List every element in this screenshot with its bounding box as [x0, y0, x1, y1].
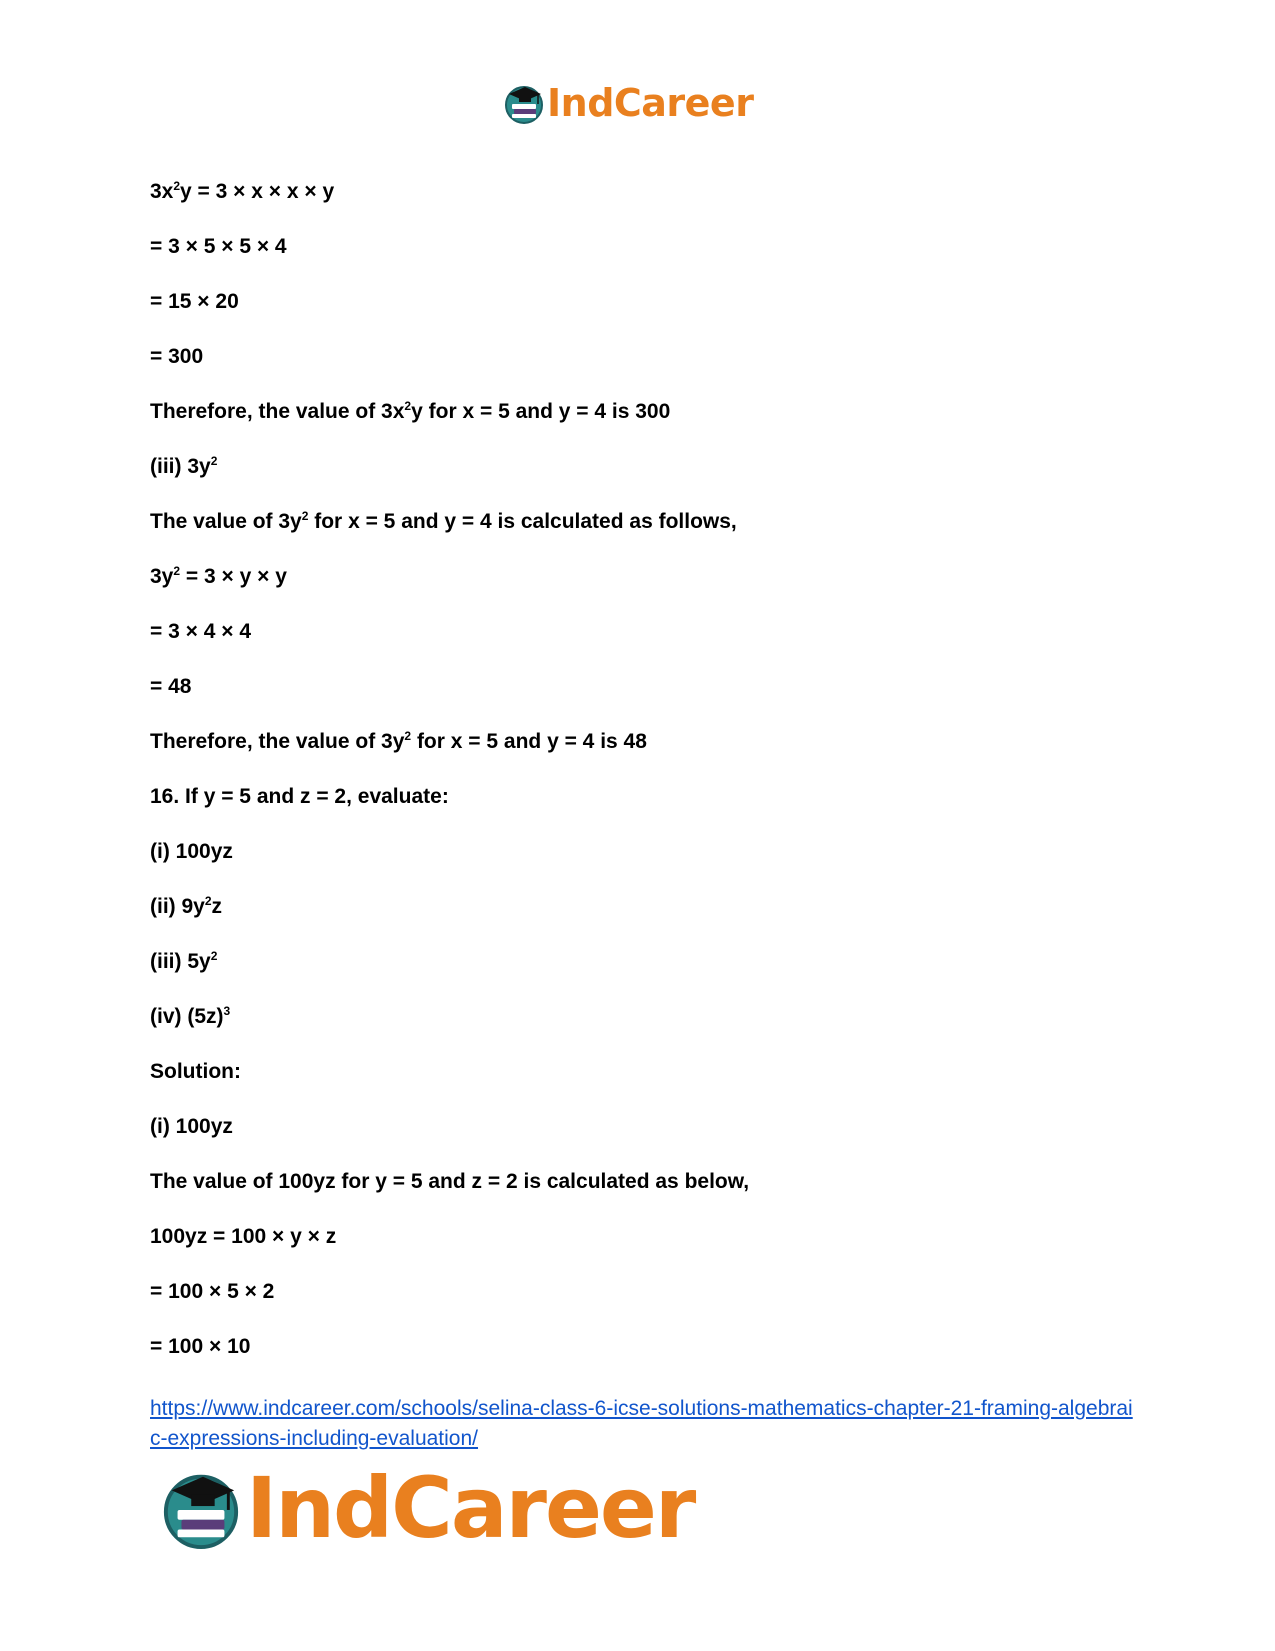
text-run: = 100 × 10: [150, 1335, 251, 1358]
text-line: [150, 447, 1130, 502]
text-run: (i) 100yz: [150, 840, 233, 863]
text-run: = 100 × 5 × 2: [150, 1280, 275, 1303]
superscript: 2: [301, 509, 309, 523]
text-run: (iii) 3y: [150, 455, 211, 478]
text-run: = 300: [150, 345, 204, 368]
text-line: [150, 1327, 1130, 1382]
text-line: [150, 337, 1130, 392]
header-logo: [503, 78, 753, 128]
superscript: 2: [404, 729, 412, 743]
text-run: = 3 × y × y: [180, 565, 287, 588]
superscript: 2: [173, 564, 181, 578]
text-line: [150, 1217, 1130, 1272]
graduation-cap-books-globe-icon: [503, 82, 545, 124]
text-line: [150, 832, 1130, 887]
text-line: [150, 1107, 1130, 1162]
header-logo-text: IndCareer: [547, 81, 754, 125]
superscript: 2: [173, 179, 181, 193]
text-run: = 15 × 20: [150, 290, 239, 313]
text-line: [150, 1162, 1130, 1217]
text-run: = 3 × 4 × 4: [150, 620, 252, 643]
text-line: [150, 612, 1130, 667]
text-line: [150, 227, 1130, 282]
text-run: for x = 5 and y = 4 is 48: [411, 730, 647, 753]
text-run: = 48: [150, 675, 192, 698]
text-run: y for x = 5 and y = 4 is 300: [411, 400, 671, 423]
text-line: [150, 172, 1130, 227]
text-run: The value of 100yz for y = 5 and z = 2 is calculated as below,: [150, 1170, 750, 1193]
text-run: The value of 3y: [150, 510, 302, 533]
text-line: [150, 942, 1130, 997]
text-line: [150, 1052, 1130, 1107]
text-line: [150, 667, 1130, 722]
text-line: [150, 997, 1130, 1052]
text-line: [150, 887, 1130, 942]
text-run: (iii) 5y: [150, 950, 211, 973]
text-line: [150, 722, 1130, 777]
text-run: Solution:: [150, 1060, 241, 1083]
text-run: Therefore, the value of 3x: [150, 400, 405, 423]
source-url-link[interactable]: https://www.indcareer.com/schools/selina-class-6-icse-solutions-mathematics-chapter-21-framing-algebraic-expressions-including-evaluation/: [150, 1397, 1133, 1450]
text-run: Therefore, the value of 3y: [150, 730, 405, 753]
text-line: [150, 1272, 1130, 1327]
document-body: [150, 172, 1130, 1382]
text-line: [150, 502, 1130, 557]
footer-logo: [160, 1459, 695, 1557]
text-run: (iv) (5z): [150, 1005, 224, 1028]
text-line: [150, 777, 1130, 832]
text-run: z: [211, 895, 223, 918]
text-run: 16. If y = 5 and z = 2, evaluate:: [150, 785, 449, 808]
text-run: (i) 100yz: [150, 1115, 233, 1138]
graduation-cap-books-globe-icon: [160, 1467, 242, 1549]
superscript: 3: [223, 1004, 231, 1018]
superscript: 2: [204, 894, 212, 908]
superscript: 2: [210, 454, 218, 468]
text-line: [150, 282, 1130, 337]
text-run: (ii) 9y: [150, 895, 205, 918]
text-run: 3x: [150, 180, 174, 203]
text-run: 3y: [150, 565, 174, 588]
text-run: for x = 5 and y = 4 is calculated as follows,: [308, 510, 737, 533]
superscript: 2: [404, 399, 412, 413]
text-line: [150, 557, 1130, 612]
text-line: [150, 392, 1130, 447]
footer-logo-text: IndCareer: [246, 1459, 695, 1557]
text-run: y = 3 × x × x × y: [180, 180, 335, 203]
text-run: = 3 × 5 × 5 × 4: [150, 235, 287, 258]
superscript: 2: [210, 949, 218, 963]
text-run: 100yz = 100 × y × z: [150, 1225, 337, 1248]
